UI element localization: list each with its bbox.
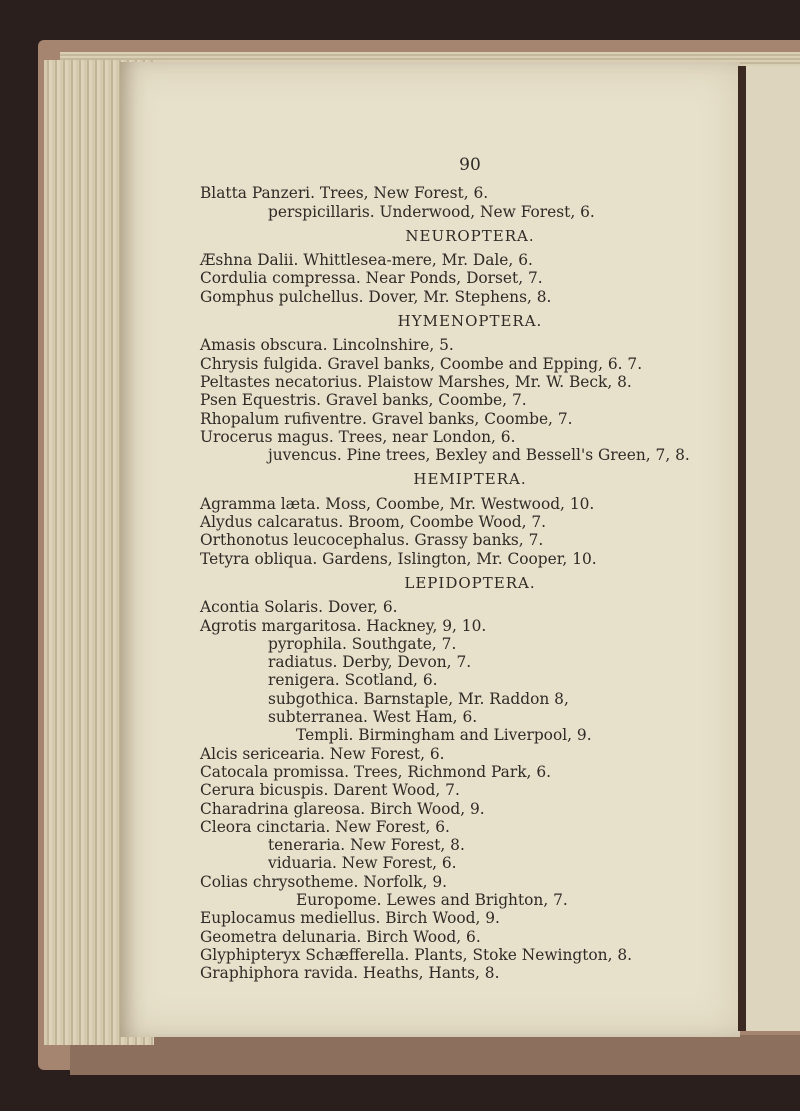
facing-page-edge [746, 66, 800, 1031]
entry-line: subgothica. Barnstaple, Mr. Raddon 8, [268, 689, 569, 708]
entry-line: Rhopalum rufiventre. Gravel banks, Coombe, 7. [200, 409, 573, 428]
entry-line: Tetyra obliqua. Gardens, Islington, Mr. Cooper, 10. [200, 549, 597, 568]
entry-line: Psen Equestris. Gravel banks, Coombe, 7. [200, 391, 527, 410]
book-cover-bottom-edge [70, 1035, 800, 1075]
section-heading: HEMIPTERA. [413, 470, 527, 489]
entry-line: Acontia Solaris. Dover, 6. [200, 598, 398, 617]
section [200, 312, 740, 464]
entry-line: Cleora cinctaria. New Forest, 6. [200, 817, 450, 836]
entry-line: Gomphus pulchellus. Dover, Mr. Stephens, 8. [200, 287, 552, 306]
book-gutter [738, 66, 746, 1031]
entry-line: Agramma læta. Moss, Coombe, Mr. Westwood, 10. [200, 494, 595, 513]
entry-line: Urocerus magus. Trees, near London, 6. [200, 427, 516, 446]
section [200, 470, 740, 567]
entry-line: Euplocamus mediellus. Birch Wood, 9. [200, 909, 500, 928]
entry-line: Blatta Panzeri. Trees, New Forest, 6. [200, 184, 489, 203]
entry-line: teneraria. New Forest, 8. [268, 836, 465, 855]
entry-line: Æshna Dalii. Whittlesea-mere, Mr. Dale, 6. [200, 251, 533, 270]
entry-line: Alydus calcaratus. Broom, Coombe Wood, 7. [200, 513, 547, 532]
entry-line: renigera. Scotland, 6. [268, 671, 438, 690]
entry-line: Graphiphora ravida. Heaths, Hants, 8. [200, 964, 500, 983]
entry-line: radiatus. Derby, Devon, 7. [268, 653, 472, 672]
entry-line: juvencus. Pine trees, Bexley and Bessell's Green, 7, 8. [268, 446, 690, 465]
entry-line: Europome. Lewes and Brighton, 7. [296, 890, 568, 909]
entry-line: Cordulia compressa. Near Ponds, Dorset, 7. [200, 269, 543, 288]
section-heading: NEUROPTERA. [405, 226, 535, 245]
entry-line: Agrotis margaritosa. Hackney, 9, 10. [200, 616, 487, 635]
entry-line: Alcis sericearia. New Forest, 6. [200, 744, 445, 763]
section-heading: LEPIDOPTERA. [404, 573, 536, 592]
entry-line: Chrysis fulgida. Gravel banks, Coombe and Epping, 6. 7. [200, 354, 643, 373]
section [200, 184, 740, 221]
entry-line: Templi. Birmingham and Liverpool, 9. [296, 726, 592, 745]
book-page [120, 62, 740, 1037]
entry-line: perspicillaris. Underwood, New Forest, 6. [268, 202, 595, 221]
page-number: 90 [459, 155, 481, 175]
section [200, 574, 740, 983]
entry-line: subterranea. West Ham, 6. [268, 708, 478, 727]
entry-line: pyrophila. Southgate, 7. [268, 634, 457, 653]
entry-line: Charadrina glareosa. Birch Wood, 9. [200, 799, 485, 818]
section [200, 227, 740, 306]
entry-line: Catocala promissa. Trees, Richmond Park, 6. [200, 762, 552, 781]
species-list [200, 184, 740, 982]
section-heading: HYMENOPTERA. [397, 312, 543, 331]
entry-line: Orthonotus leucocephalus. Grassy banks, 7. [200, 531, 544, 550]
entry-line: Amasis obscura. Lincolnshire, 5. [200, 336, 454, 355]
entry-line: Cerura bicuspis. Darent Wood, 7. [200, 781, 460, 800]
entry-line: Geometra delunaria. Birch Wood, 6. [200, 927, 481, 946]
entry-line: Glyphipteryx Schæfferella. Plants, Stoke Newington, 8. [200, 945, 633, 964]
page-text [200, 154, 740, 982]
entry-line: Peltastes necatorius. Plaistow Marshes, Mr. W. Beck, 8. [200, 372, 632, 391]
entry-line: Colias chrysotheme. Norfolk, 9. [200, 872, 448, 891]
entry-line: viduaria. New Forest, 6. [268, 854, 457, 873]
